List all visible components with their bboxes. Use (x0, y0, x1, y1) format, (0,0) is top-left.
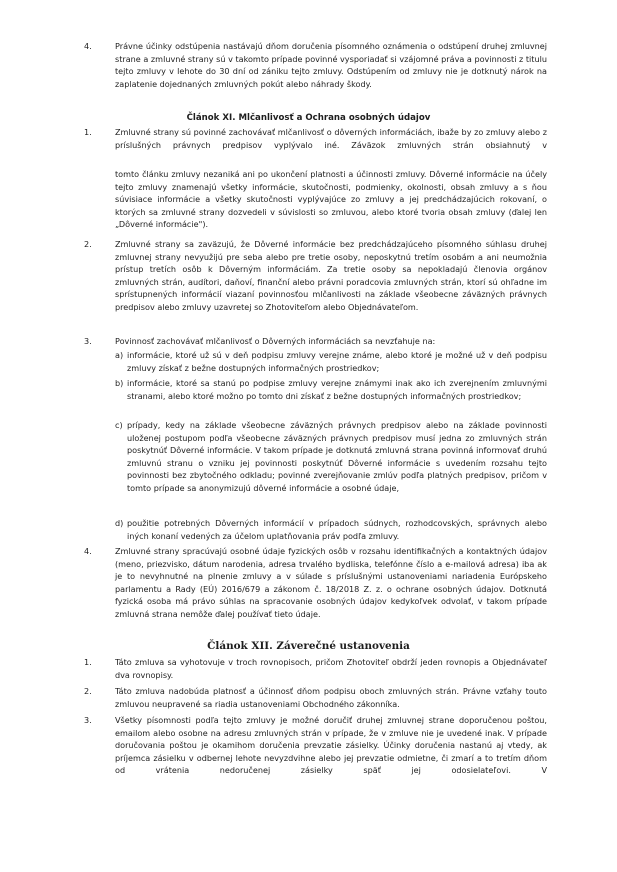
list-label: a) (115, 350, 124, 360)
list-item-text: prípady, kedy na základe všeobecne záväzných právnych predpisov alebo na základe povinnosti uloženej postupom podľa všeobecne záväzných právnych predpisov musí jedna zo zmluvných strán poskytnúť Dôverné informácie. V takom prípade je dotknutá zmluvná strana povinná informovať druhú zmluvnú stranu o vzniku jej povinnosti poskytnúť Dôverné informácie s uvedením rozsahu tejto povinnosti bez zbytočného odkladu; povinné zverejňovanie zmlúv podľa platných predpisov, pričom v tomto prípade sa anonymizujú dôverné informácie a osobné údaje, (127, 420, 547, 493)
paragraph-exceptions-intro: Povinnosť zachovávať mlčanlivosť o Dôverných informáciách sa nevzťahuje na: (115, 336, 436, 346)
paragraph-validity: Táto zmluva nadobúda platnosť a účinnosť dňom podpisu oboch zmluvných strán. Právne vzťahy touto zmluvou neupravené sa riadia ustanoveniami Obchodného zákonníka. (115, 686, 547, 709)
paragraph-personal-data: Zmluvné strany spracúvajú osobné údaje fyzických osôb v rozsahu identifikačných a kontaktných údajov (meno, priezvisko, dátum narodenia, adresa trvalého bydliska, telefónne číslo a e-mailová adresa) iba ak je to nevyhnutné na plnenie zmluvy a v súlade s príslušnými ustanoveniami nariadenia Európskeho parlamentu a Rady (EÚ) 2016/679 a zákonom č. 18/2018 Z. z. o ochrane osobných údajov. Dotknutá fyzická osoba má právo súhlas na spracovanie osobných údajov kedykoľvek odvolať, v takom prípade zmluvná strana nemôže ďalej používať tieto údaje. (115, 546, 547, 619)
item-number: 3. (84, 336, 92, 346)
paragraph-confidentiality-obligation: Zmluvné strany sú povinné zachovávať mlčanlivosť o dôverných informáciách, ibaže by zo zmluvy alebo z príslušných právnych predpisov vyplývalo iné. Záväzok zmluvných strán obsiahnutý v (115, 127, 547, 150)
list-label: d) (115, 518, 124, 528)
list-item-text: informácie, ktoré sa stanú po podpise zmluvy verejne známymi inak ako ich zverejnením zmluvnými stranami, alebo ktoré možno po tomto dni získať z bežne dostupných informačných prostriedkov; (127, 378, 547, 401)
item-number: 4. (84, 546, 92, 556)
paragraph-delivery: Všetky písomnosti podľa tejto zmluvy je možné doručiť druhej zmluvnej strane doporučenou poštou, emailom alebo osobne na adresu zmluvných strán v prípade, že v zmluve nie je uvedené inak. V prípade doručovania poštou je okamihom doručenia prevzatie zásielky. Účinky doručenia nastanú aj vtedy, ak príjemca zásielku v odbernej lehote nevyzdvihne alebo jej prevzatie odmietne, či zmarí a to tretím dňom od vrátenia nedoručenej zásielky späť jej odosielateľovi. V (115, 715, 547, 776)
paragraph-withdrawal-effects: Právne účinky odstúpenia nastávajú dňom doručenia písomného oznámenia o odstúpení druhej zmluvnej strane a zmluvné strany sú v takomto prípade povinné vysporiadať si vzájomné práva a povinnosti z titulu tejto zmluvy v lehote do 30 dní od zániku tejto zmluvy. Odstúpením od zmluvy nie je dotknutý nárok na zaplatenie dojednaných zmluvných pokút alebo náhrady škody. (115, 41, 547, 89)
item-number: 2. (84, 686, 92, 696)
paragraph-copies: Táto zmluva sa vyhotovuje v troch rovnopisoch, pričom Zhotoviteľ obdrží jeden rovnopis a Objednávateľ dva rovnopisy. (115, 657, 547, 680)
list-label: b) (115, 378, 124, 388)
item-number: 4. (84, 41, 92, 51)
list-label: c) (115, 420, 123, 430)
item-number: 2. (84, 239, 92, 249)
article-xii-heading: Článok XII. Záverečné ustanovenia (207, 640, 410, 652)
item-number: 1. (84, 657, 92, 667)
paragraph-non-disclosure: Zmluvné strany sa zaväzujú, že Dôverné informácie bez predchádzajúceho písomného súhlasu druhej zmluvnej strany nevyužijú pre seba alebo pre tretie osoby, neposkytnú tretím osobám a ani neumožnia prístup tretích osôb k Dôverným informáciám. Za tretie osoby sa nepokladajú členovia orgánov zmluvných strán, audítori, daňoví, finanční alebo právni poradcovia zmluvných strán, ktorí sú ohľadne im sprístupnených informácií viazaní povinnosťou mlčanlivosti na základe všeobecne záväzných právnych predpisov alebo zmluvy uzavretej so Zhotoviteľom alebo Objednávateľom. (115, 239, 547, 312)
item-number: 3. (84, 715, 92, 725)
list-item-text: informácie, ktoré už sú v deň podpisu zmluvy verejne známe, alebo ktoré je možné už v deň podpisu zmluvy získať z bežne dostupných informačných prostriedkov; (127, 350, 547, 373)
article-xi-heading: Článok XI. Mlčanlivosť a Ochrana osobných údajov (186, 113, 431, 123)
list-item-text: použitie potrebných Dôverných informácií v prípadoch súdnych, rozhodcovských, správnych alebo iných konaní vedených za účelom uplatňovania práv podľa zmluvy. (127, 518, 547, 541)
paragraph-confidential-info-definition: tomto článku zmluvy nezaniká ani po ukončení platnosti a účinnosti zmluvy. Dôverné informácie na účely tejto zmluvy znamenajú všetky informácie, skutočnosti, podmienky, okolnosti, obsah zmluvy a s ňou súvisiace informácie a všetky skutočnosti vyplývajúce zo zmluvy a jej predchádzajúcich rokovaní, o ktorých sa zmluvné strany dozvedeli v súvislosti so zmluvou, alebo ktoré tvoria obsah zmluvy (ďalej len „Dôverné informácie"). (115, 169, 547, 230)
item-number: 1. (84, 127, 92, 137)
